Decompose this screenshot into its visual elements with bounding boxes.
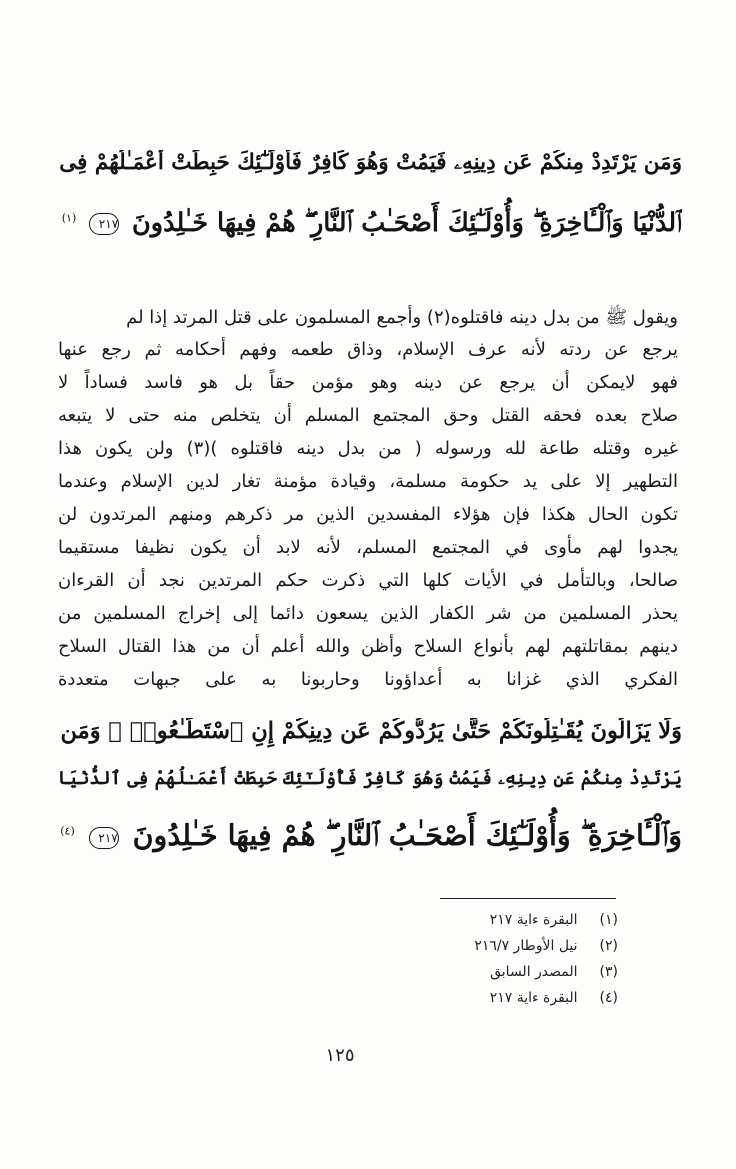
- footnote-text: نيل الأوطار ٢١٦/٧: [474, 938, 578, 954]
- ayah-number-mark: ٢١٧: [89, 827, 119, 849]
- prose-line: صلاح بعده فحقه القتل وحق المجتمع المسلم أن يتخلص منه حتى لا يتبعه: [58, 405, 678, 426]
- prose-line: دينهم بمقاتلتهم لهم بأنواع السلاح وأظن والله أعلم أن من هذا القتال السلاح: [58, 636, 678, 657]
- prose-line: يحذر المسلمين من شر الكفار الذين يسعون دائما إلى إخراج المسلمين من: [58, 603, 678, 624]
- footnote-number: (٣): [599, 964, 618, 980]
- footnote-divider: [440, 898, 616, 899]
- verse-1-line-2-text: ٱلدُّنْيَا وَٱلْـَٔاخِرَةِ ۖ وَأُوْلَـٰٓئِكَ أَصْحَـٰبُ ٱلنَّارِ ۖ هُمْ فِيهَا خَـٰلِدُونَ: [132, 208, 682, 238]
- verse-2-line-3: [60, 818, 682, 853]
- footnote-number: (١): [599, 912, 618, 928]
- footnote-text: البقرة ءاية ٢١٧: [489, 990, 578, 1006]
- prose-line: يجدوا لهم مأوى في المجتمع المسلم، لأنه لابد أن يكون نظيفا مستقيما: [58, 537, 678, 558]
- footnote-2: [474, 938, 618, 954]
- prose-line: تكون الحال هكذا فإن هؤلاء المفسدين الذين مر ذكرهم ومنهم المرتدون لن: [58, 504, 678, 525]
- page-number: ١٢٥: [325, 1045, 355, 1066]
- footnote-ref-1: (١): [61, 211, 77, 225]
- prose-line: ويقول ﷺ من بدل دينه فاقتلوه(٢) وأجمع المسلمون على قتل المرتد إذا لم: [126, 307, 678, 328]
- ayah-number-mark: ٢١٧: [89, 213, 119, 235]
- footnote-number: (٤): [599, 990, 618, 1006]
- quran-verse-2: [54, 718, 682, 868]
- verse-1-line-2: [62, 208, 682, 239]
- prose-line: صالحا، وبالتأمل في الأيات كلها التي ذكرت حكم المرتدين نجد أن القرءان: [58, 570, 678, 591]
- footnote-3: [490, 964, 618, 980]
- footnote-text: المصدر السابق: [490, 964, 578, 980]
- verse-1-line-1: وَمَن يَرْتَدِدْ مِنكُمْ عَن دِينِهِۦ فَيَمُتْ وَهُوَ كَافِرٌ فَأُوْلَـٰٓئِكَ حَبِطَتْ أَعْمَـٰلُهُمْ فِى: [59, 150, 682, 175]
- verse-2-line-1: وَلَا يَزَالُونَ يُقَـٰتِلُونَكُمْ حَتَّىٰ يَرُدُّوكُمْ عَن دِينِكُمْ إِنِ ٱسْتَطَـٰعُوا۟ ۚ وَمَن: [60, 718, 682, 744]
- footnote-text: البقرة ءاية ٢١٧: [489, 912, 578, 928]
- prose-line: التطهير إلا على يد حكومة مسلمة، وقيادة مؤمنة تغار لدين الإسلام وعندما: [58, 471, 678, 492]
- prose-line: يرجع عن ردته لأنه عرف الإسلام، وذاق طعمه وفهم أحكامه ثم رجع عنها: [58, 339, 678, 360]
- footnote-number: (٢): [599, 938, 618, 954]
- prose-line: الفكري الذي غزانا به أعداؤونا وحاربونا به على جبهات متعددة: [58, 669, 678, 690]
- prose-line: غيره وقتله طاعة لله ورسوله ( من بدل دينه فاقتلوه )(٣) ولن يكون هذا: [58, 438, 678, 459]
- commentary-text: [58, 306, 678, 706]
- verse-2-line-3-text: وَٱلْـَٔاخِرَةِ ۖ وَأُوْلَـٰٓئِكَ أَصْحَـٰبُ ٱلنَّارِ ۖ هُمْ فِيهَا خَـٰلِدُونَ: [132, 818, 682, 852]
- prose-line: فهو لايمكن أن يرجع عن دينه وهو مؤمن حقاً بل هو فاسد فساداً لا: [58, 372, 678, 393]
- quran-verse-1: [54, 150, 682, 270]
- verse-2-line-2: يَرْتَدِدْ مِنكُمْ عَن دِينِهِۦ فَيَمُتْ وَهُوَ كَافِرٌ فَأُوْلَـٰٓئِكَ حَبِطَتْ أَعْمَـٰلُهُمْ فِى ٱلدُّنْيَا: [57, 768, 682, 789]
- footnote-1: [490, 912, 618, 928]
- footnote-4: [490, 990, 618, 1006]
- footnote-ref-4: (٤): [60, 824, 75, 838]
